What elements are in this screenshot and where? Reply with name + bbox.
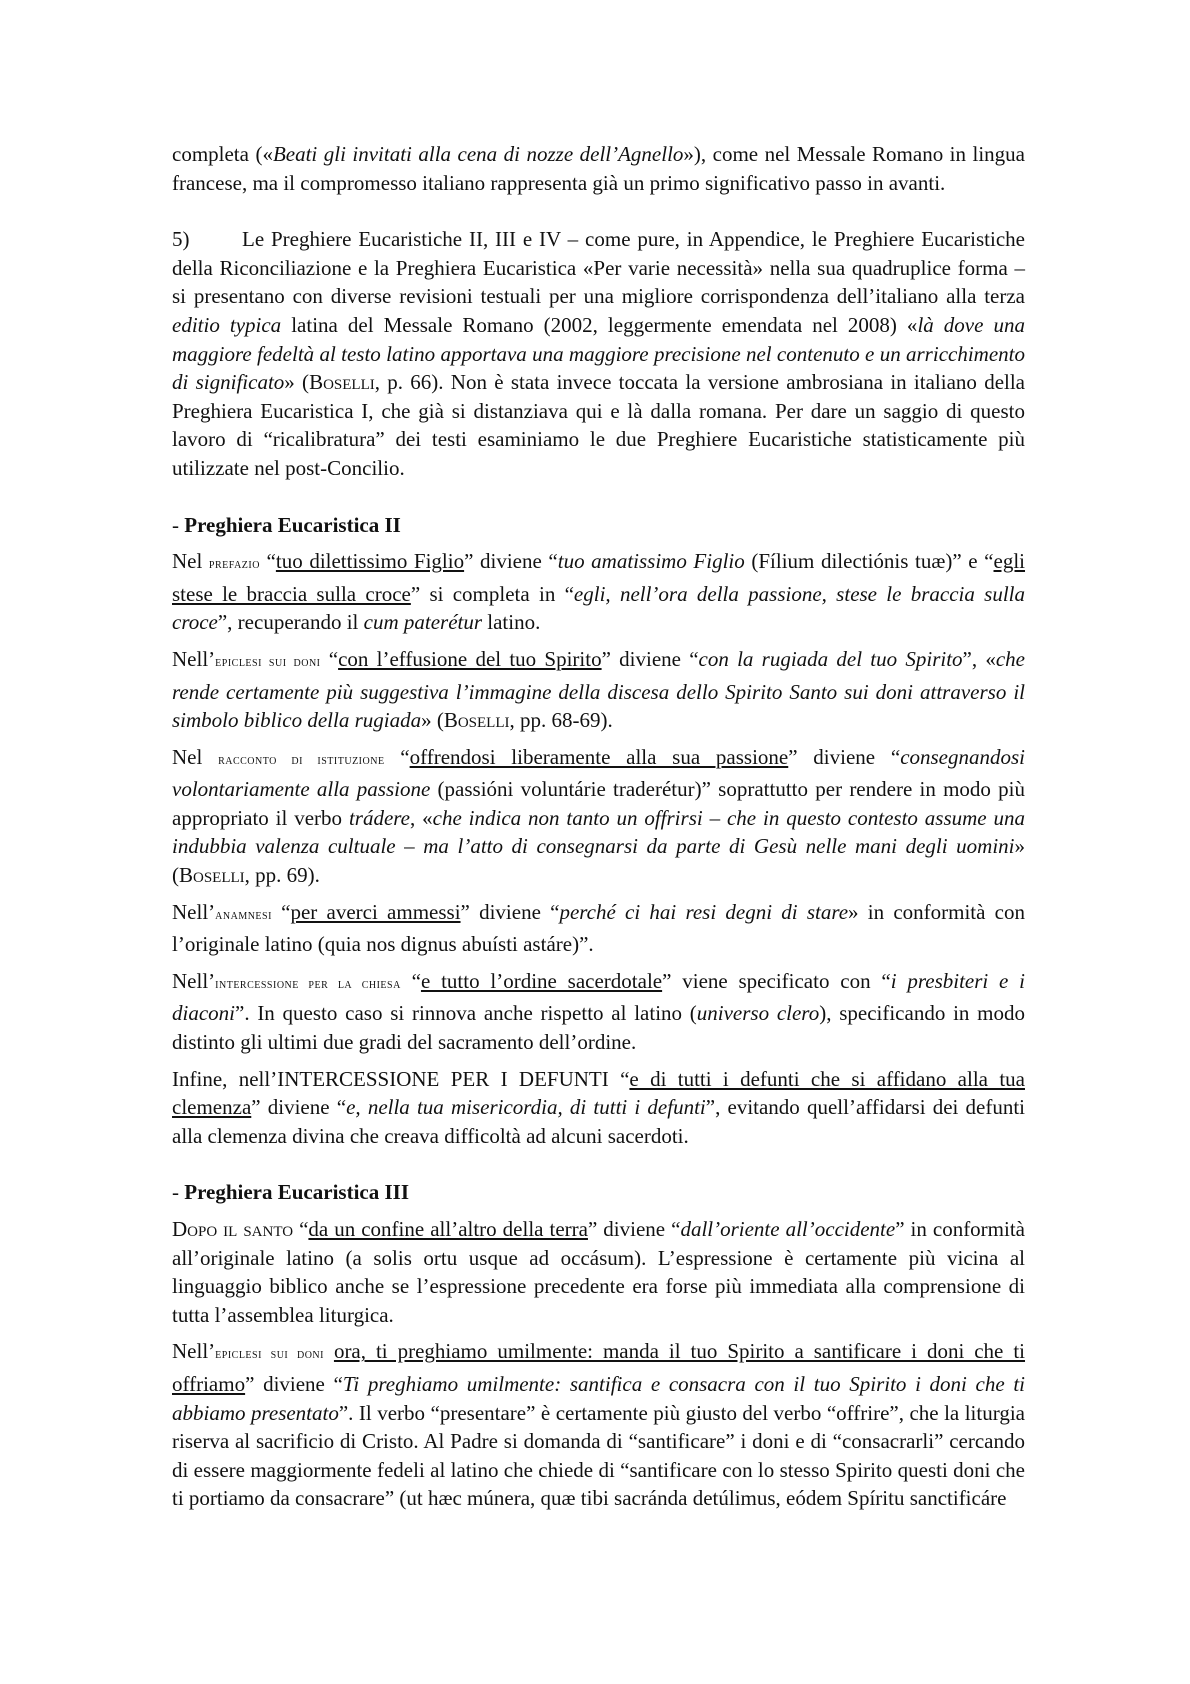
paragraph-anamnesi: Nell’anamnesi “per averci ammessi” diviene “perché ci hai resi degni di stare» in conformità con l’originale latino (quia nos dignus abuísti astáre)”. [172, 899, 1025, 957]
paragraph-prefazio: Nel prefazio “tuo dilettissimo Figlio” diviene “tuo amatissimo Figlio (Fílium dilectiónis tuæ)” e “egli stese le braccia sulla croce” si completa in “egli, nell’ora della passione, stese le braccia sulla croce”, recuperando il cum paterétur latino. [172, 549, 1026, 635]
paragraph-point-5: 5) Le Preghiere Eucaristiche II, III e IV – come pure, in Appendice, le Preghiere Eucaristiche della Riconciliazione e la Preghiera Eucaristica «Per varie necessità» nella sua quadruplice forma – si presentano con diverse revisioni testuali per una migliore corrispondenza dell’italiano alla terza editio typica latina del Messale Romano (2002, leggermente emendata nel 2008) «là dove una maggiore fedeltà al testo latino apportava una maggiore precisione nel contenuto e un arricchimento di significato» (Boselli, p. 66). Non è stata invece toccata la versione ambrosiana in italiano della Preghiera Eucaristica I, che già si distanziava qui e là dalla romana. Per dare un saggio di questo lavoro di “ricalibratura” dei testi esaminiamo le due Preghiere Eucaristiche statisticamente più utilizzate nel post-Concilio. [172, 227, 1026, 480]
author-citation: Boselli [443, 708, 510, 733]
section-heading-pe3: - Preghiera Eucaristica III [172, 1180, 409, 1205]
paragraph-epiclesi-pe3: Nell’epiclesi sui doni ora, ti preghiamo umilmente: manda il tuo Spirito a santificare i doni che ti offriamo” diviene “Ti preghiamo umilmente: santifica e consacra con il tuo Spirito i doni che ti abbiamo presentato”. Il verbo “presentare” è certamente più giusto del verbo “offrire”, che la liturgia riserva al sacrificio di Cristo. Al Padre si domanda di “santificare” i doni e di “consacrarli” cercando di essere maggiormente fedeli al latino che chiede di “santificare con lo stesso Spirito questi doni che ti portiamo da consacrare” (ut hæc múnera, quæ tibi sacránda detúlimus, eódem Spíritu sanctificáre [172, 1339, 1026, 1511]
paragraph-dopo-il-santo: Dopo il santo “da un confine all’altro della terra” diviene “dall’oriente all’occidente” in conformità all’originale latino (a solis ortu usque ad occásum). L’espressione è certamente più vicina al linguaggio biblico anche se l’espressione precedente era forse più immediata alla comprensione di tutta l’assemblea liturgica. [172, 1217, 1025, 1327]
section-heading-pe2: - Preghiera Eucaristica II [172, 512, 401, 537]
paragraph-epiclesi: Nell’epiclesi sui doni “con l’effusione del tuo Spirito” diviene “con la rugiada del tuo Spirito”, «che rende certamente più suggestiva l’immagine della discesa dello Spirito Santo sui doni attraverso il simbolo biblico della rugiada» (Boselli, pp. 68-69). [172, 646, 1026, 733]
paragraph-intercessione-chiesa: Nell’intercessione per la chiesa “e tutto l’ordine sacerdotale” viene specificato con “i presbiteri e i diaconi”. In questo caso si rinnova anche rispetto al latino (universo clero), specificando in modo distinto gli ultimi due gradi del sacramento dell’ordine. [172, 968, 1025, 1055]
paragraph-racconto: Nel racconto di istituzione “offrendosi liberamente alla sua passione” diviene “consegnandosi volontariamente alla passione (passióni voluntárie traderétur)” soprattutto per rendere in modo più appropriato il verbo trádere, «che indica non tanto un offrirsi – che in questo contesto assume una indubbia valenza cultuale – ma l’atto di consegnarsi da parte di Gesù nelle mani degli uomini» (Boselli, pp. 69). [172, 744, 1026, 888]
paragraph-intercessione-defunti: Infine, nell’INTERCESSIONE PER I DEFUNTI “e di tutti i defunti che si affidano alla tua clemenza” diviene “e, nella tua misericordia, di tutti i defunti”, evitando quell’affidarsi dei defunti alla clemenza divina che creava difficoltà ad alcuni sacerdoti. [172, 1066, 1026, 1148]
author-citation: Boselli [179, 863, 245, 888]
author-citation: Boselli [309, 370, 375, 395]
paragraph-continuation: completa («Beati gli invitati alla cena di nozze dell’Agnello»), come nel Messale Romano in lingua francese, ma il compromesso italiano rappresenta già un primo significativo passo in avanti. [172, 142, 1025, 195]
list-number: 5) [172, 227, 190, 252]
document-page [172, 140, 1025, 1513]
